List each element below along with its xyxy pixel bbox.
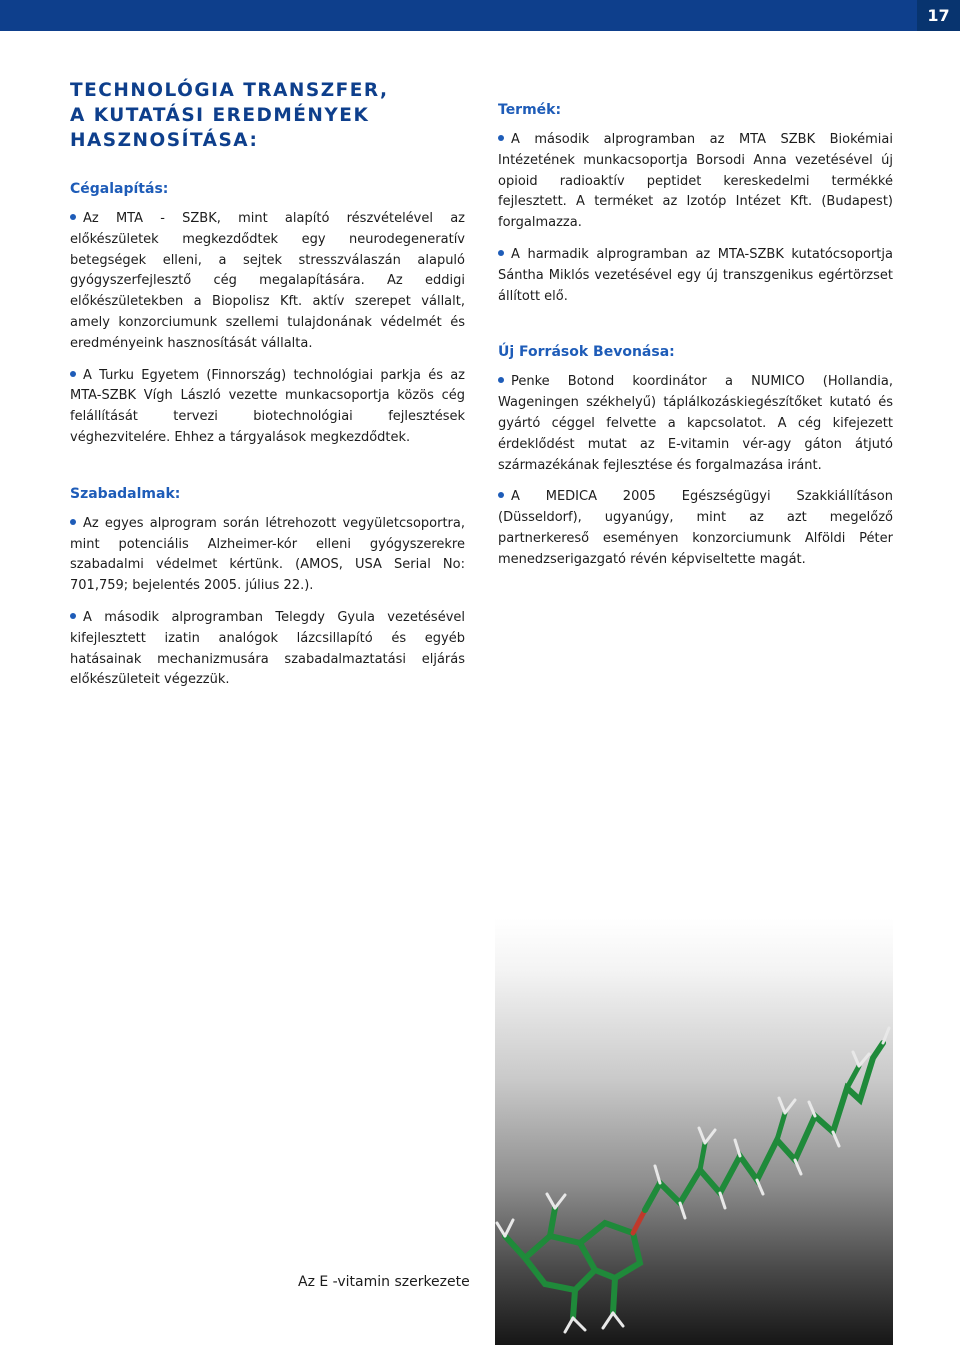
vitamin-e-molecule-illustration	[495, 918, 893, 1345]
molecule-hydrogen	[833, 1132, 839, 1146]
bullet-icon	[70, 371, 76, 377]
bullet-icon	[70, 519, 76, 525]
bullet-icon	[498, 250, 504, 256]
title-line-3: HASZNOSÍTÁSA:	[70, 130, 259, 151]
paragraph-text: Az MTA - SZBK, mint alapító részvételével az előkészületek megkezdődtek egy neurodegeneratív betegségek elleni, a sejtek stresszválaszán alapuló gyógyszerfejlesztő cég megalapítására. Az eddigi előkészületekben a Biopolisz Kft. aktív szerepet vállalt, amely konzorciumunk szellemi tulajdonának védelmét és eredményeink hasznosítását vállalta.	[70, 211, 465, 351]
molecule-bond	[573, 1290, 575, 1318]
left-column	[70, 78, 465, 702]
molecule-hydrogen	[547, 1194, 555, 1208]
molecule-bond	[847, 1066, 859, 1088]
molecule-hydrogen	[809, 1102, 815, 1116]
molecule-bond	[777, 1113, 785, 1140]
molecule-hydrogen	[735, 1140, 740, 1156]
paragraph-text: A harmadik alprogramban az MTA-SZBK kutatócsoportja Sántha Miklós vezetésével egy új transzgenikus egértörzset állított elő.	[498, 246, 893, 304]
molecule-hydrogen	[785, 1100, 795, 1113]
molecule-hydrogen	[497, 1223, 505, 1236]
paragraph	[498, 245, 893, 307]
molecule-bond	[550, 1208, 555, 1236]
bullet-icon	[498, 492, 504, 498]
molecule-hydrogen	[720, 1193, 725, 1208]
molecule-hydrogen	[779, 1098, 785, 1113]
figure-caption: Az E -vitamin szerkezete	[298, 1274, 470, 1290]
section-heading-uj-forrasok: Új Források Bevonása:	[498, 344, 675, 361]
top-bar	[0, 0, 960, 31]
section-heading-termek: Termék:	[498, 102, 562, 118]
molecule-figure	[495, 918, 893, 1345]
section-heading-cegalapitas: Cégalapítás:	[70, 181, 169, 197]
molecule-bond	[700, 1143, 705, 1170]
molecule-hydrogen	[883, 1028, 889, 1043]
molecule-bond	[580, 1223, 640, 1278]
bullet-icon	[498, 135, 504, 141]
paragraph	[498, 487, 893, 570]
title-line-2: A KUTATÁSI EREDMÉNYEK	[70, 105, 370, 126]
paragraph	[70, 209, 465, 355]
molecule-hydrogen	[655, 1166, 660, 1183]
paragraph-text: A Turku Egyetem (Finnország) technológiai parkja és az MTA-SZBK Vígh László vezette munkacsoportja közös cég felállítását tervezi biotechnológiai fejlesztések véghezvitelére. Ehhez a tárgyalások megkezdődtek.	[70, 367, 465, 445]
molecule-bond	[645, 1043, 883, 1210]
section-heading-szabadalmak: Szabadalmak:	[70, 485, 181, 502]
molecule-bond	[525, 1236, 595, 1290]
bullet-icon	[498, 377, 504, 383]
molecule-bond	[613, 1278, 615, 1313]
paragraph	[70, 366, 465, 449]
molecule-hydrogen	[565, 1318, 573, 1332]
molecule-bond	[505, 1236, 525, 1258]
paragraph	[70, 608, 465, 691]
molecule-hydrogen	[573, 1318, 585, 1330]
molecule-hydrogen	[859, 1054, 869, 1066]
title-line-1: TECHNOLÓGIA TRANSZFER,	[70, 80, 389, 101]
molecule-bond	[633, 1210, 645, 1233]
molecule-hydrogen	[699, 1128, 705, 1143]
paragraph-text: A második alprogramban az MTA SZBK Biokémiai Intézetének munkacsoportja Borsodi Anna vezetésével új opioid radioaktív peptidet kereskedelmi termékké fejlesztett. A terméket az Izotóp Intézet Kft. (Budapest) forgalmazza.	[498, 132, 893, 231]
molecule-hydrogen	[853, 1052, 859, 1066]
right-column	[498, 100, 893, 582]
paragraph	[498, 372, 893, 476]
molecule-hydrogen	[795, 1160, 801, 1174]
paragraph-text: A második alprogramban Telegdy Gyula vezetésével kifejlesztett izatin analógok lázcsillapító és egyéb hatásainak mechanizmusára szabadalmaztatási eljárás előkészületeit végezzük.	[70, 609, 465, 688]
paragraph-text: Az egyes alprogram során létrehozott vegyületcsoportra, mint potenciális Alzheimer-kór elleni gyógyszerekre szabadalmi védelmet kértünk. (AMOS, USA Serial No: 701,759; bejelentés 2005. július 22.).	[70, 515, 465, 594]
bullet-icon	[70, 214, 76, 220]
paragraph	[70, 514, 465, 597]
molecule-hydrogen	[613, 1313, 623, 1326]
molecule-hydrogen	[505, 1220, 513, 1236]
molecule-hydrogen	[705, 1130, 715, 1143]
bullet-icon	[70, 613, 76, 619]
paragraph-text: Penke Botond koordinátor a NUMICO (Hollandia, Wageningen székhelyű) táplálkozáskiegészítőket kutató és gyártó céggel felvette a kapcsolatot. A cég kifejezett érdeklődést mutat az E-vitamin vér-agy gáton átjutó származékának fejlesztése és forgalmazása iránt.	[498, 374, 893, 473]
paragraph-text: A MEDICA 2005 Egészségügyi Szakkiállításon (Düsseldorf), ugyanúgy, mint az azt megelőző partnerkereső eseményen konzorciumunk Alföldi Péter menedzserigazgató révén képviseltette magát.	[498, 489, 893, 567]
paragraph	[498, 130, 893, 234]
molecule-hydrogen	[757, 1180, 763, 1194]
page-number: 17	[917, 0, 960, 31]
molecule-hydrogen	[680, 1203, 685, 1218]
page-title	[70, 78, 465, 153]
molecule-hydrogen	[603, 1313, 613, 1328]
molecule-hydrogen	[555, 1195, 565, 1208]
